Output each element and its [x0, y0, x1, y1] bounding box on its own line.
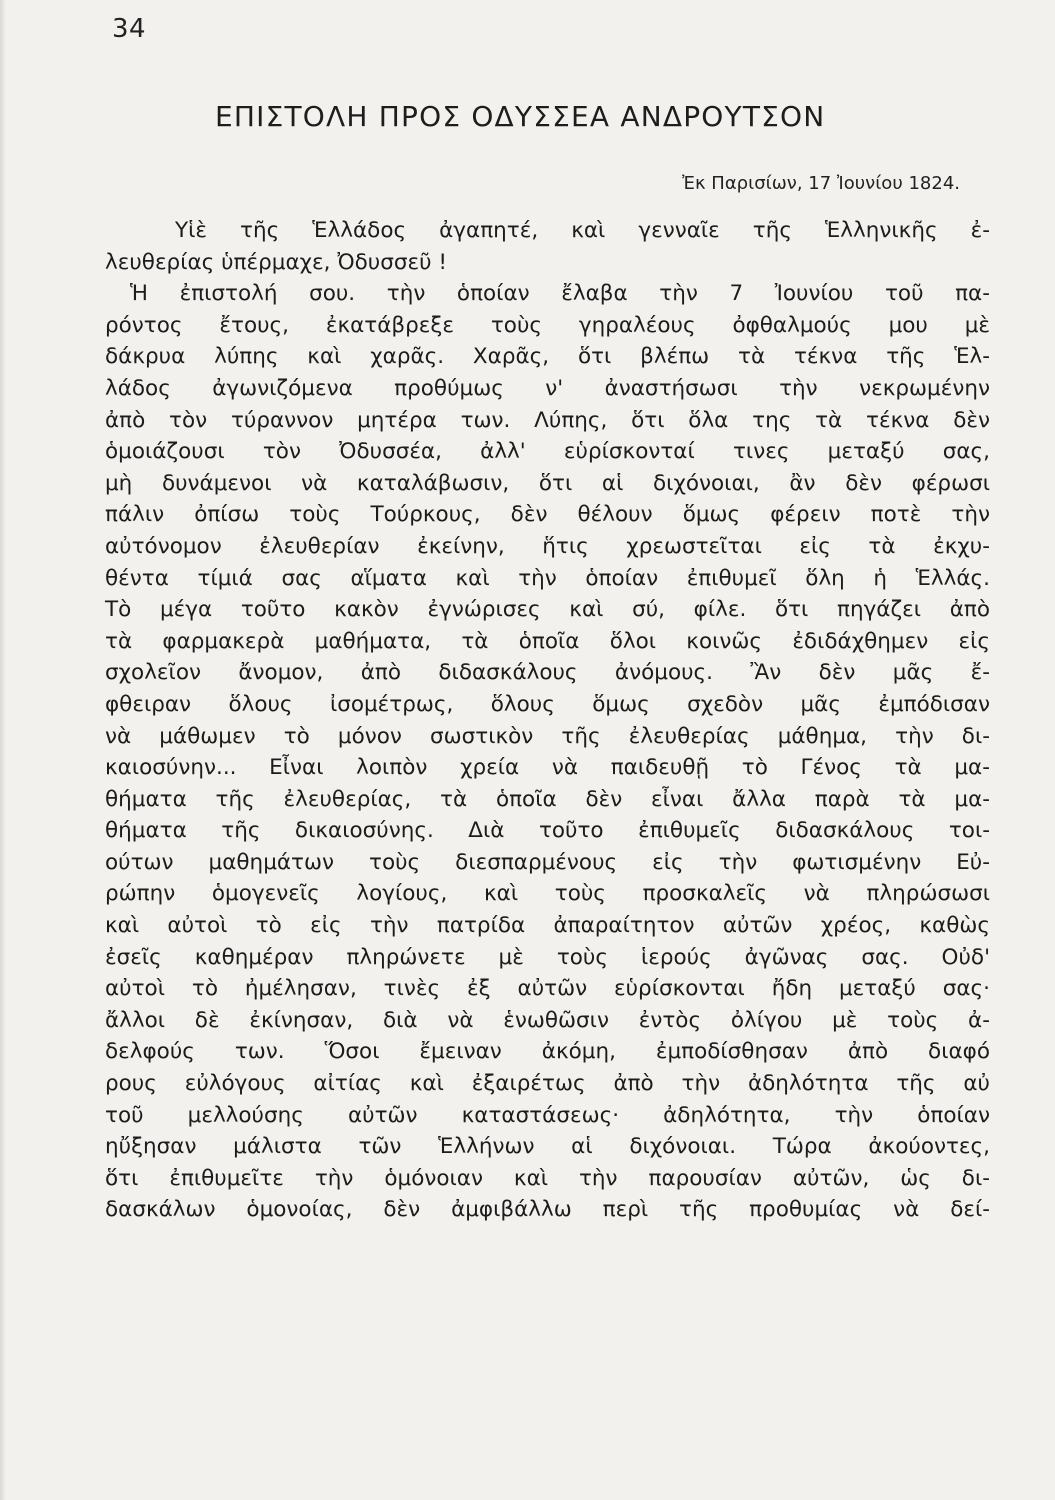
text-line: λάδος ἀγωνιζόμενα προθύμως ν' ἀναστήσωσι τὴν νεκρωμένην: [105, 375, 990, 401]
text-line: σχολεῖον ἄνομον, ἀπὸ διδασκάλους ἀνόμους. Ἂν δὲν μᾶς ἔ-: [105, 660, 990, 686]
text-line: ρώπην ὁμογενεῖς λογίους, καὶ τοὺς προσκαλεῖς νὰ πληρώσωσι: [105, 881, 990, 907]
page-number: 34: [112, 14, 147, 44]
text-line: δελφούς των. Ὅσοι ἔμειναν ἀκόμη, ἐμποδίσθησαν ἀπὸ διαφό: [105, 1039, 990, 1065]
text-line: ρους εὐλόγους αἰτίας καὶ ἐξαιρέτως ἀπὸ τὴν ἀδηλότητα τῆς αὐ: [105, 1071, 990, 1097]
text-line: καὶ αὐτοὶ τὸ εἰς τὴν πατρίδα ἀπαραίτητον αὐτῶν χρέος, καθὼς: [105, 913, 990, 939]
text-line: δάκρυα λύπης καὶ χαρᾶς. Χαρᾶς, ὅτι βλέπω τὰ τέκνα τῆς Ἑλ-: [105, 344, 990, 370]
text-line: φθειραν ὅλους ἰσομέτρως, ὅλους ὅμως σχεδὸν μᾶς ἐμπόδισαν: [105, 691, 990, 717]
text-line: θήματα τῆς ἐλευθερίας, τὰ ὁποῖα δὲν εἶναι ἄλλα παρὰ τὰ μα-: [105, 786, 990, 812]
text-line: τὰ φαρμακερὰ μαθήματα, τὰ ὁποῖα ὅλοι κοινῶς ἐδιδάχθημεν εἰς: [105, 628, 990, 654]
text-line: καιοσύνην... Εἶναι λοιπὸν χρεία νὰ παιδευθῇ τὸ Γένος τὰ μα-: [105, 755, 990, 781]
text-line: ἀπὸ τὸν τύραννον μητέρα των. Λύπης, ὅτι ὅλα της τὰ τέκνα δὲν: [105, 407, 990, 433]
text-line: μὴ δυνάμενοι νὰ καταλάβωσιν, ὅτι αἱ διχόνοιαι, ἂν δὲν φέρωσι: [105, 470, 990, 496]
text-line: νὰ μάθωμεν τὸ μόνον σωστικὸν τῆς ἐλευθερίας μάθημα, τὴν δι-: [105, 723, 990, 749]
text-line: ηὔξησαν μάλιστα τῶν Ἑλλήνων αἱ διχόνοιαι. Τώρα ἀκούοντες,: [105, 1134, 990, 1160]
letter-body: [105, 215, 990, 1226]
text-line: Τὸ μέγα τοῦτο κακὸν ἐγνώρισες καὶ σύ, φίλε. ὅτι πηγάζει ἀπὸ: [105, 597, 990, 623]
text-line: Ἡ ἐπιστολή σου. τὴν ὁποίαν ἔλαβα τὴν 7 Ἰουνίου τοῦ πα-: [130, 281, 990, 307]
text-line: ρόντος ἔτους, ἐκατάβρεξε τοὺς γηραλέους ὀφθαλμούς μου μὲ: [105, 312, 990, 338]
text-line: ούτων μαθημάτων τοὺς διεσπαρμένους εἰς τὴν φωτισμένην Εὐ-: [105, 849, 990, 875]
text-line: Υἱὲ τῆς Ἑλλάδος ἀγαπητέ, καὶ γενναῖε τῆς Ἑλληνικῆς ἐ-: [175, 218, 990, 243]
text-line: λευθερίας ὑπέρμαχε, Ὀδυσσεῦ !: [105, 249, 447, 275]
text-line: ὁμοιάζουσι τὸν Ὀδυσσέα, ἀλλ' εὑρίσκονταί τινες μεταξύ σας,: [105, 439, 990, 465]
text-line: δασκάλων ὁμονοίας, δὲν ἀμφιβάλλω περὶ τῆς προθυμίας νὰ δεί-: [105, 1197, 990, 1223]
text-line: θήματα τῆς δικαιοσύνης. Διὰ τοῦτο ἐπιθυμεῖς διδασκάλους τοι-: [105, 818, 990, 844]
text-line: πάλιν ὀπίσω τοὺς Τούρκους, δὲν θέλουν ὅμως φέρειν ποτὲ τὴν: [105, 502, 990, 528]
text-line: ὅτι ἐπιθυμεῖτε τὴν ὁμόνοιαν καὶ τὴν παρουσίαν αὐτῶν, ὡς δι-: [105, 1165, 990, 1191]
letter-title: ΕΠΙΣΤΟΛΗ ΠΡΟΣ ΟΔΥΣΣΕΑ ΑΝΔΡΟΥΤΣΟΝ: [215, 100, 826, 133]
text-line: ἐσεῖς καθημέραν πληρώνετε μὲ τοὺς ἱερούς ἀγῶνας σας. Οὐδ': [105, 944, 990, 970]
text-line: θέντα τίμιά σας αἵματα καὶ τὴν ὁποίαν ἐπιθυμεῖ ὅλη ἡ Ἑλλάς.: [105, 565, 990, 591]
text-line: τοῦ μελλούσης αὐτῶν καταστάσεως· ἀδηλότητα, τὴν ὁποίαν: [105, 1102, 990, 1128]
text-line: αὐτοὶ τὸ ἠμέλησαν, τινὲς ἐξ αὐτῶν εὑρίσκονται ἤδη μεταξύ σας·: [105, 976, 990, 1002]
letter-dateline: Ἐκ Παρισίων, 17 Ἰουνίου 1824.: [682, 173, 960, 194]
page-edge-shadow: [0, 0, 6, 1500]
text-line: αὐτόνομον ἐλευθερίαν ἐκείνην, ἥτις χρεωστεῖται εἰς τὰ ἐκχυ-: [105, 533, 990, 559]
text-line: ἄλλοι δὲ ἐκίνησαν, διὰ νὰ ἑνωθῶσιν ἐντὸς ὀλίγου μὲ τοὺς ἀ-: [105, 1007, 990, 1033]
